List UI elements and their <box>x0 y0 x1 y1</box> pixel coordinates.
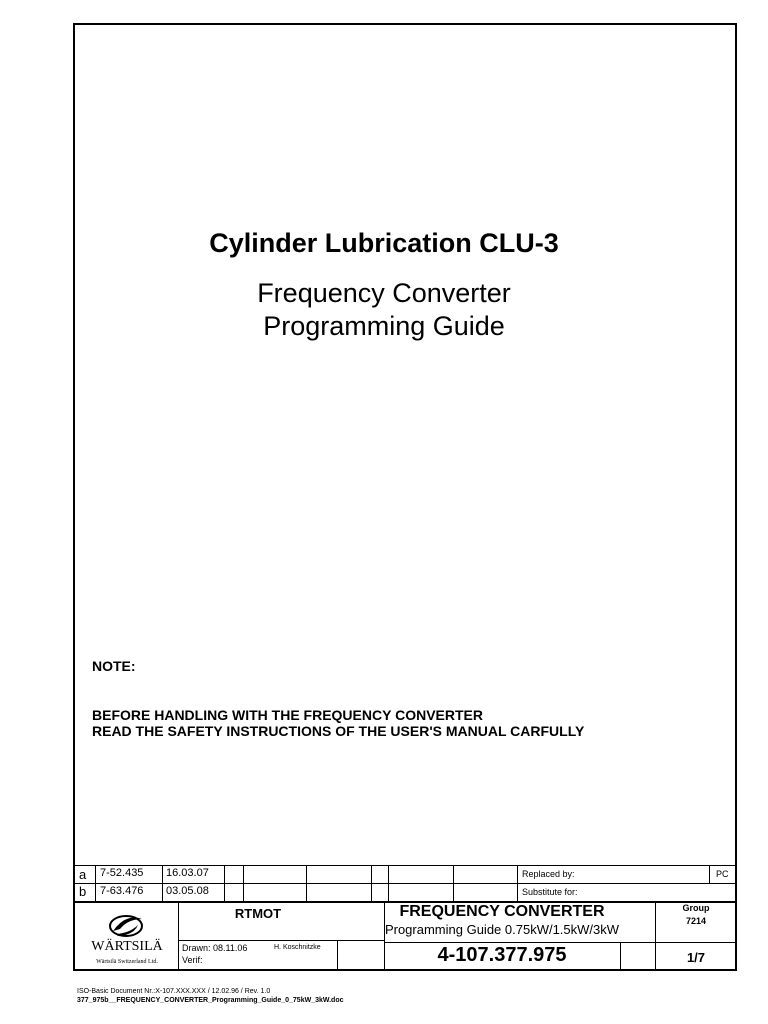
doc-number: 4-107.377.975 <box>437 944 567 966</box>
revision-letter: a <box>79 867 87 882</box>
revision-date: 03.05.08 <box>166 885 209 897</box>
company-subname: Wärtsilä Switzerland Ltd. <box>96 959 158 965</box>
wartsila-logo-icon <box>80 907 175 967</box>
footer-filename: 377_975b__FREQUENCY_CONVERTER_Programming_Guide_0_75kW_3kW.doc <box>77 997 344 1004</box>
revision-ref: 7-52.435 <box>100 867 144 879</box>
doc-title: FREQUENCY CONVERTER <box>399 903 605 920</box>
document-title: Cylinder Lubrication CLU-3 <box>209 228 559 258</box>
doc-subtitle: Programming Guide 0.75kW/1.5kW/3kW <box>384 922 620 937</box>
warning-line-1: BEFORE HANDLING WITH THE FREQUENCY CONVERTER <box>92 707 483 723</box>
wartsila-logo <box>80 907 175 967</box>
verif-label: Verif: <box>182 955 203 965</box>
revision-date: 16.03.07 <box>166 867 209 879</box>
pc-label: PC <box>716 869 729 879</box>
department: RTMOT <box>234 906 282 921</box>
revision-letter: b <box>79 884 87 899</box>
group-label: Group <box>682 903 710 913</box>
document-subtitle-line1: Frequency Converter <box>257 278 511 308</box>
note-label: NOTE: <box>92 658 136 674</box>
footer-iso-reference: ISO-Basic Document Nr.:X-107.XXX.XXX / 12.02.96 / Rev. 1.0 <box>77 988 271 995</box>
replaced-by-label: Replaced by: <box>522 869 575 879</box>
page-number: 1/7 <box>686 950 706 965</box>
substitute-for-label: Substitute for: <box>522 887 578 897</box>
document-subtitle-line2: Programming Guide <box>263 311 505 341</box>
drawn-label: Drawn: 08.11.06 <box>182 943 248 953</box>
warning-line-2: READ THE SAFETY INSTRUCTIONS OF THE USER'S MANUAL CARFULLY <box>92 723 585 739</box>
page-frame <box>73 23 737 971</box>
company-name: WÄRTSILÄ <box>91 939 163 954</box>
revision-ref: 7-63.476 <box>100 885 144 897</box>
drawn-by: H. Koschnitzke <box>274 944 321 951</box>
group-value: 7214 <box>685 916 707 926</box>
